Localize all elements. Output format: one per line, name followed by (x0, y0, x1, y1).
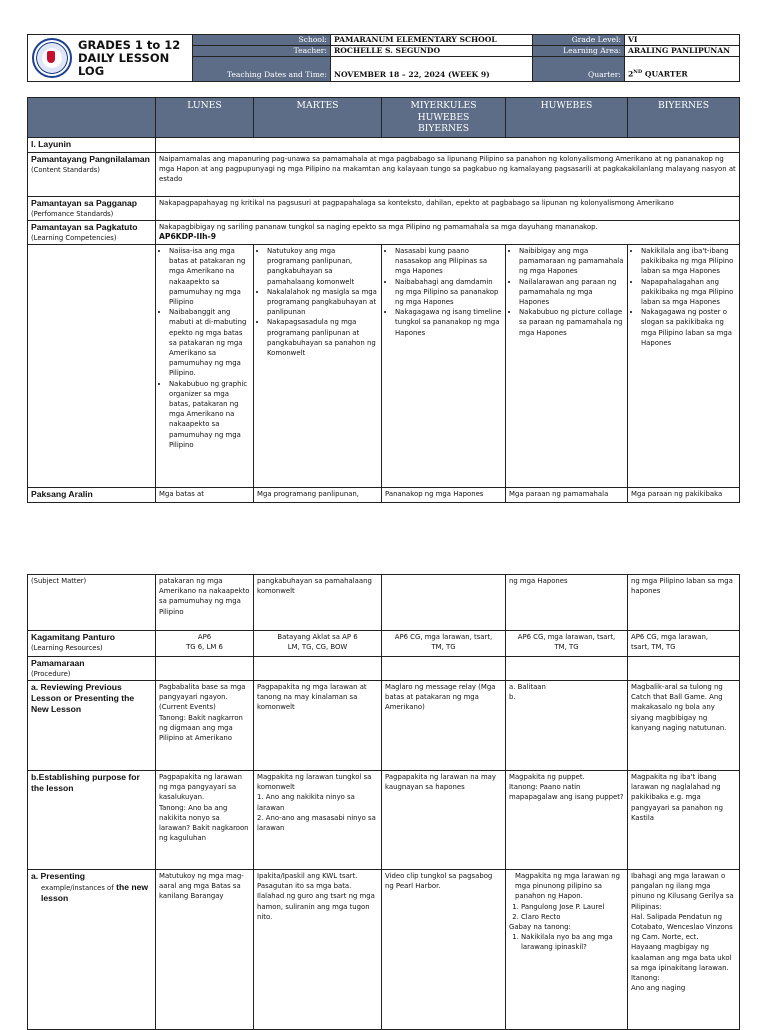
teacher-value: ROCHELLE S. SEGUNDO (331, 46, 533, 57)
performance-standard-text: Nakapagpapahayag ng kritikal na pagsusuri at pagpapahalaga sa konteksto, dahilan, epekto at pagbabago sa lipunan ng kolonyalismong Amerikano (156, 197, 740, 221)
kagamitan-martes: Batayang Aklat sa AP 6 LM, TG, CG, BOW (254, 631, 382, 657)
paksa-miyerkules: Pananakop ng mga Hapones (382, 488, 506, 503)
purpose-lunes: Pagpapakita ng larawan ng mga pangyayari sa kasalukuyan. Tanong: Ano ba ang nakikita nonyo sa larawan? Bakit nagkaroon ng kaguluhan (156, 771, 254, 870)
school-label: School: (193, 35, 331, 46)
lesson-table-1 (27, 97, 740, 503)
presenting-label: a. Presenting example/instances of the new lesson (28, 870, 156, 1030)
review-martes: Pagpapakita ng mga larawan at tanong na may kinalaman sa komonwelt (254, 681, 382, 771)
objectives-biyernes: • Nakikilala ang iba't-ibang pakikibaka ng mga Pilipino laban sa mga Hapones • Napapahalagahan ang pakikibaka ng mga Pilipino laban sa mga Hapones • Nakagagawa ng poster o slogan sa pakikibaka ng mga Pilipino laban sa mga Hapones (628, 245, 740, 488)
kagamitan-huwebes: AP6 CG, mga larawan, tsart, TM, TG (506, 631, 628, 657)
dates-value: NOVEMBER 18 – 22, 2024 (WEEK 9) (331, 57, 533, 82)
paksa-cont-biyernes: ng mga Pilipino laban sa mga hapones (628, 575, 740, 631)
dates-label: Teaching Dates and Time: (193, 57, 331, 82)
header-logo-cell (28, 35, 193, 82)
header-table (27, 34, 740, 82)
pamamaraan-biyernes (628, 657, 740, 681)
content-standard-text: Naipamamalas ang mapanuring pag-unawa sa pamamahala at mga pagbabago sa lipunang Pilipino sa panahon ng kolonyalismong Amerikano at ng pananakop ng mga Hapon at ang pagpupunyagi ng mga Pilipino na makamtan ang kalayaan tungo sa pagkabuo ng kamalayang pagsasarili at pagkakakilanlang malayang nasyon at estado (156, 153, 740, 197)
paksa-martes: Mga programang panlipunan, (254, 488, 382, 503)
grade-value: VI (625, 35, 740, 46)
paksa-lunes: Mga batas at (156, 488, 254, 503)
layunin-cell (156, 138, 740, 153)
presenting-huwebes: Magpakita ng mga larawan ng mga pinunong pilipino sa panahon ng Hapon. 1. Pangulong Jose P. Laurel 2. Claro Recto Gabay na tanong: 1. Nakikilala nyo ba ang mga larawang ipinaskil? (506, 870, 628, 1030)
objectives-huwebes: • Naibibigay ang mga pamamaraan ng pamamahala ng mga Hapones • Nailalarawan ang paraan ng pamamahala ng mga Hapones • Nakabubuo ng picture collage sa paraan ng pamamahala ng mga Hapones (506, 245, 628, 488)
purpose-biyernes: Magpakita ng iba't ibang larawan ng naglalahad ng pakikibaka e.g. mga pangyayari sa panahon ng Kastila (628, 771, 740, 870)
lesson-grid-page1 (27, 97, 739, 503)
objectives-martes: • Natutukoy ang mga programang panlipunan, pangkabuhayan sa pamahalaang komonwelt • Nakalalahok ng masigla sa mga programang pangkabuhayan at panlipunan • Nakapagsasadula ng mga programang panlipunan at pangkabuhayan sa panahon ng Komonwelt (254, 245, 382, 488)
presenting-biyernes: Ibahagi ang mga larawan o pangalan ng ilang mga pinuno ng Kilusang Gerilya sa Pilipinas: Hal. Salipada Pendatun ng Cotabato, Wenceslao Vinzons ng Cam. Norte, ect. Hayaang magbigay ng kaalaman ang mga bata ukol sa mga ipinakitang larawan. Itanong: Ano ang naging (628, 870, 740, 1030)
competency-code: AP6KDP-IIh-9 (159, 232, 216, 242)
purpose-huwebes: Magpakita ng puppet. Itanong: Paano natin mapapagalaw ang isang puppet? (506, 771, 628, 870)
day-header-biyernes: BIYERNES (628, 98, 740, 138)
kagamitan-lunes: AP6 TG 6, LM 6 (156, 631, 254, 657)
paksa-cont-huwebes: ng mga Hapones (506, 575, 628, 631)
lesson-grid-page2 (27, 574, 739, 1030)
kagamitan-biyernes: AP6 CG, mga larawan, tsart, TM, TG (628, 631, 740, 657)
pamamaraan-lunes (156, 657, 254, 681)
presenting-miyerkules: Video clip tungkol sa pagsabog ng Pearl Harbor. (382, 870, 506, 1030)
pamamaraan-label: Pamamaraan (Procedure) (28, 657, 156, 681)
review-label: a. Reviewing Previous Lesson or Presenting the New Lesson (28, 681, 156, 771)
review-huwebes: a. Balitaan b. (506, 681, 628, 771)
objectives-label-cell (28, 245, 156, 488)
school-value: PAMARANUM ELEMENTARY SCHOOL (331, 35, 533, 46)
deped-seal-icon (32, 38, 72, 78)
grade-label: Grade Level: (533, 35, 625, 46)
purpose-miyerkules: Pagpapakita ng larawan na may kaugnayan sa hapones (382, 771, 506, 870)
presenting-martes: Ipakita/Ipaskil ang KWL tsart. Pasagutan ito sa mga bata. Ilalahad ng guro ang tsart ng mga hamon, suliranin ang mga tugon nito. (254, 870, 382, 1030)
day-header-martes: MARTES (254, 98, 382, 138)
paksa-cont-miyerkules (382, 575, 506, 631)
pamamaraan-miyerkules (382, 657, 506, 681)
paksa-huwebes: Mga paraan ng pamamahala (506, 488, 628, 503)
objectives-lunes: • Naiisa-isa ang mga batas at patakaran ng mga Amerikano na nakaapekto sa pamumuhay ng mga Pilipino • Naibabanggit ang mabuti at di-mabuting epekto ng mga batas sa patakaran ng mga Amerikano sa pamumuhay ng mga Pilipino. • Nakabubuo ng graphic organizer sa mga batas, patakaran ng mga Amerikano na nakaapekto sa pamumuhay ng mga Pilipino (156, 245, 254, 488)
area-label: Learning Area: (533, 46, 625, 57)
purpose-label: b.Establishing purpose for the lesson (28, 771, 156, 870)
area-value: ARALING PANLIPUNAN (625, 46, 740, 57)
day-header-lunes: LUNES (156, 98, 254, 138)
paksa-cont-lunes: patakaran ng mga Amerikano na nakaapekto sa pamumuhay ng mga Pilipino (156, 575, 254, 631)
content-standard-label: Pamantayang Pangnilalaman (Content Standards) (28, 153, 156, 197)
learning-competency-label: Pamantayan sa Pagkatuto (Learning Competencies) (28, 221, 156, 245)
review-biyernes: Magbalik-aral sa tulong ng Catch that Ball Game. Ang makakasalo ng bola any siyang magbibigay ng kanyang naging natutunan. (628, 681, 740, 771)
kagamitan-label: Kagamitang Panturo (Learning Resources) (28, 631, 156, 657)
paksa-label: Paksang Aralin (28, 488, 156, 503)
layunin-label: I. Layunin (28, 138, 156, 153)
paksa-biyernes: Mga paraan ng pakikibaka (628, 488, 740, 503)
day-header-miyerkules: MIYERKULES HUWEBES BIYERNES (382, 98, 506, 138)
quarter-label: Quarter: (533, 57, 625, 82)
header-block (27, 34, 739, 82)
document-title: GRADES 1 to 12 DAILY LESSON LOG (78, 37, 181, 78)
review-miyerkules: Maglaro ng message relay (Mga batas at patakaran ng mga Amerikano) (382, 681, 506, 771)
kagamitan-miyerkules: AP6 CG, mga larawan, tsart, TM, TG (382, 631, 506, 657)
pamamaraan-martes (254, 657, 382, 681)
corner-cell (28, 98, 156, 138)
objectives-miyerkules: • Nasasabi kung paano nasasakop ang Pilipinas sa mga Hapones • Naibabahagi ang damdamin ng mga Pilipino sa pananakop ng mga Hapones • Nakagagawa ng isang timeline tungkol sa pananakop ng mga Hapones (382, 245, 506, 488)
subject-matter-label: (Subject Matter) (28, 575, 156, 631)
paksa-cont-martes: pangkabuhayan sa pamahalaang komonwelt (254, 575, 382, 631)
purpose-martes: Magpakita ng larawan tungkol sa komonwelt 1. Ano ang nakikita ninyo sa larawan 2. Ano-ano ang masasabi ninyo sa larawan (254, 771, 382, 870)
review-lunes: Pagbabalita base sa mga pangyayari ngayon.(Current Events) Tanong: Bakit nagkarron ng digmaan ang mga Pilipino at Amerikano (156, 681, 254, 771)
presenting-lunes: Matutukoy ng mga mag-aaral ang mga Batas sa kanilang Barangay (156, 870, 254, 1030)
lesson-table-2 (27, 574, 740, 1030)
learning-competency-text: Nakapagbibigay ng sariling pananaw tungkol sa naging epekto sa mga Pilipino ng pamamahala sa mga dayuhang mananakop. AP6KDP-IIh-9 (156, 221, 740, 245)
pamamaraan-huwebes (506, 657, 628, 681)
performance-standard-label: Pamantayan sa Pagganap (Perfomance Standards) (28, 197, 156, 221)
teacher-label: Teacher: (193, 46, 331, 57)
quarter-value: 2ND QUARTER (625, 57, 740, 82)
day-header-huwebes: HUWEBES (506, 98, 628, 138)
